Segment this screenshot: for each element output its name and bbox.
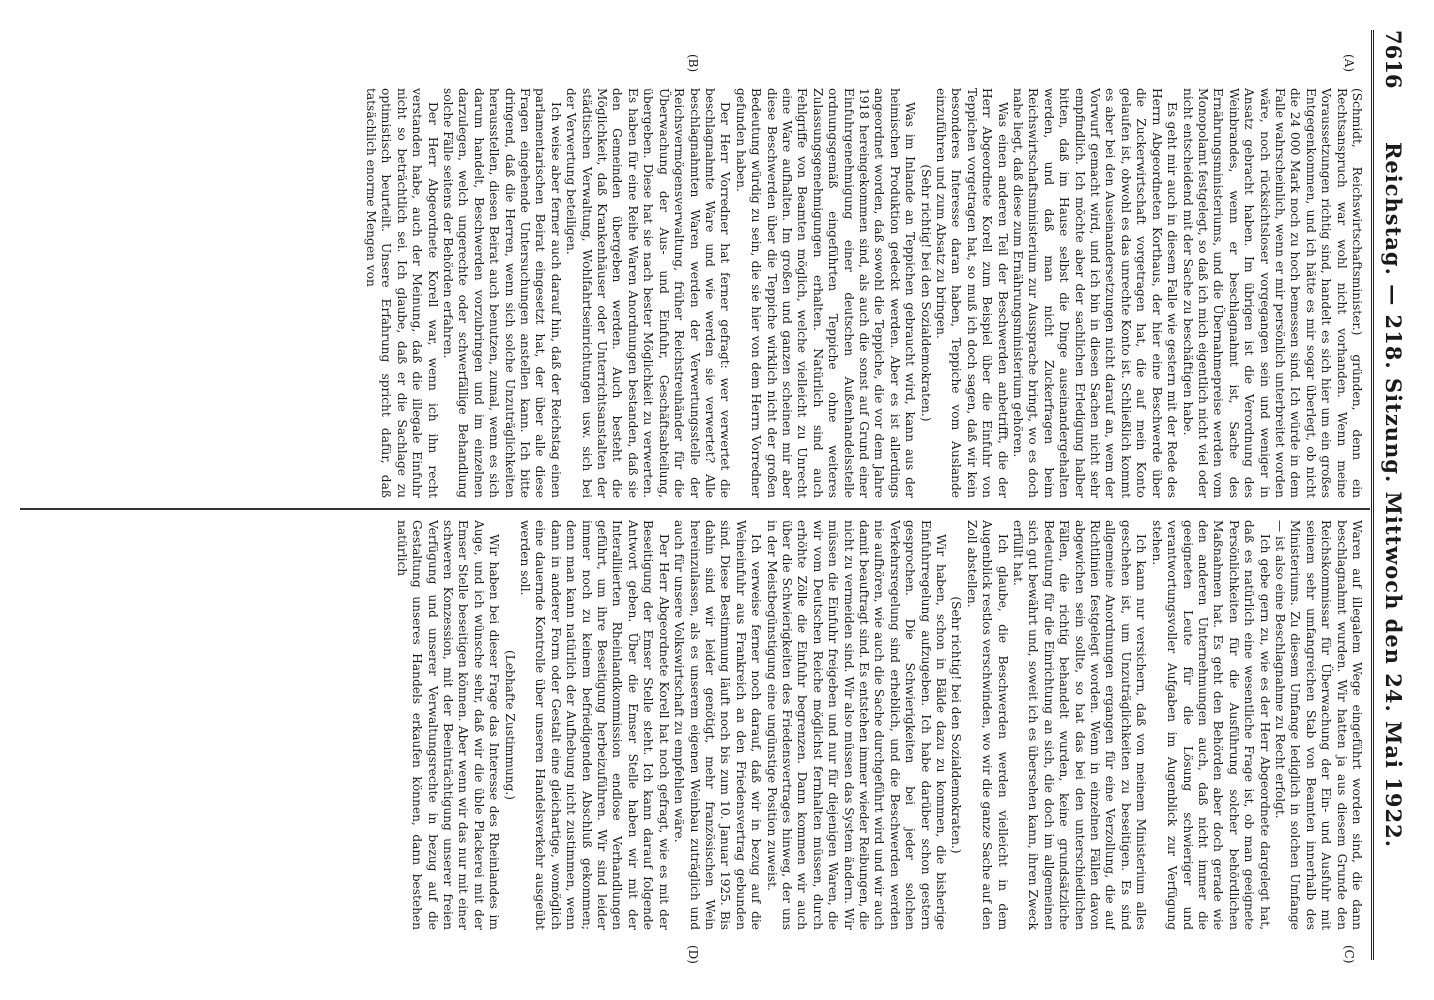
- page-title: Reichstag. — 218. Sitzung. Mittwoch den 24. Mai 1922.: [1381, 141, 1406, 849]
- page-number: 7616: [1381, 30, 1406, 89]
- paragraph: Was einen anderen Teil der Beschwerden anbetrifft, die der Herr Abgeordnete Korell zum Beispiel über die Einfuhr von Teppichen vorgetragen hat, so muß ich doch sagen, daß wir kein besonderes Interesse daran haben, Teppiche vom Auslande einzuführen und zum Absatz zu bringen.: [934, 88, 1010, 498]
- paragraph: Ich glaube, die Beschwerden werden vielleicht in dem Augenblick restlos verschwinden, wo wir die ganze Sache auf den Zoll abstellen.: [964, 520, 1010, 930]
- interjection: (Lebhafte Zustimmung.): [502, 649, 517, 801]
- margin-mark-d: (D): [686, 945, 700, 964]
- paragraph: Der Herr Vorredner hat ferner gefragt: wer verwertet die beschlagnahmte Ware und wie werden sie verwertet? Alle beschlagnahmten Waren werden der Verwertungsstelle der Reichsvermögensverwaltung, früher Reichstreuhänder für die Überwachung der Aus- und Einfuhr, Geschäftsabteilung, übergeben. Diese hat sie nach bester Möglichkeit zu verwerten. Es haben für eine Reihe Waren Anordnungen bestanden, daß sie den Gemeinden übergeben werden. Auch besteht die Möglichkeit, daß Krankenhäuser oder Unterrichtsanstalten der städtischen Verwaltung, Wohlfahrtseinrichtungen usw. sich bei der Verwertung beteiligen.: [564, 88, 733, 498]
- paragraph: Ich gebe gern zu, wie es der Herr Abgeordnete dargelegt hat, daß es natürlich eine wesentliche Frage ist, ob man geeignete Persönlichkeiten für die Ausführung solcher behördlichen Maßnahmen hat. Es geht den Behörden aber doch gerade wie den anderen Unternehmungen auch, daß nicht immer die geeigneten Leute für die Lösung schwieriger und verantwortungsvoller Aufgaben im Augenblick zur Verfügung stehen.: [1149, 520, 1272, 930]
- paragraph: Ich kann nur versichern, daß von meinem Ministerium alles geschehen ist, um Unzuträglichkeiten zu beseitigen. Es sind allgemeine Anordnungen ergangen für eine Verzollung, die auf Richtlinien festgelegt worden. Wenn in einzelnen Fällen davon abgewichen sein sollte, so hat das bei den unterschiedlichen Fällen, die richtig behandelt wurden, keine grundsätzliche Bedeutung für die Einrichtung an sich, die doch im allgemeinen sich gut bewährt und, soweit ich es übersehen kann, ihren Zweck erfüllt hat.: [1011, 520, 1149, 930]
- paragraph: Waren auf illegalem Wege eingeführt worden sind, die dann beschlagnahmt wurden. Wir hatten ja aus diesem Grunde den Reichskommissar für Überwachung der Ein- und Ausfuhr mit seinem sehr umfangreichen Stab von Beamten innerhalb des Ministeriums. Zu diesem Umfange lediglich in solchen Umfange — ist also eine Beschlagnahme zu Recht erfolgt.: [1272, 520, 1364, 930]
- paragraph: Es geht mir auch in diesem Falle wie gestern mit der Rede des Herrn Abgeordneten Korthaus, der hier eine Beschwerde über die Zuckerwirtschaft vorgetragen hat, die auf mein Konto gelaufen ist, obwohl es das unrechte Konto ist. Schließlich kommt es aber bei den Auseinandersetzungen nicht darauf an, wem der Vorwurf gemacht wird, und ich bin in diesen Sachen nicht sehr empfindlich. Ich möchte aber der sachlichen Erledigung halber bitten, daß im Hause selbst die Dinge auseinandergehalten werden, und daß man nicht Zuckerfragen beim Reichswirtschaftsministerium zur Aussprache bringt, wo es doch nahe liegt, daß diese zum Ernährungsministerium gehören.: [1011, 88, 1180, 498]
- header-rule: [1371, 30, 1374, 960]
- right-column: [14, 520, 1364, 930]
- page-header: [1378, 30, 1410, 960]
- margin-mark-b: (B): [686, 54, 700, 73]
- left-column: [14, 88, 1364, 498]
- margin-mark-a: (A): [1342, 54, 1356, 73]
- column-divider: [20, 508, 1370, 510]
- interjection: (Sehr richtig! bei den Sozialdemokraten.): [949, 596, 964, 854]
- paragraph: Ich weise aber ferner auch darauf hin, daß der Reichstag einen parlamentarischen Beirat eingesetzt hat, der über alle diese Fragen eingehende Untersuchungen anstellen kann. Ich bitte dringend, daß die Herren, wenn sich solche Unzuträglichkeiten herausstellen, diesen Beirat auch benutzen, zumal, wenn es sich darum handelt, Beschwerden vorzubringen und im einzelnen darzulegen, welch ungerechte oder schwerfällige Behandlung solche Fälle seitens der Behörden erfahren.: [441, 88, 563, 498]
- paragraph: Wir haben, schon in Bälde dazu zu kommen, die bisherige Einfuhrregelung aufzugeben. Ich habe darüber schon gestern gesprochen. Die Schwierigkeiten bei jeder solchen Verkehrsregelung sind erheblich, und die Beschwerden werden nie aufhören, wie auch die Sache durchgeführt wird und wir auch damit beauftragt sind. Es entstehen immer wieder Reibungen, die nicht zu vermeiden sind. Wir also müssen das System ändern. Wir müssen die Einfuhr freigeben und nur für diejenigen Waren, die wir vom Deutschen Reiche möglichst fernhalten müssen, durch erhöhte Zölle die Einfuhr begrenzen. Dann kommen wir auch über die Schwierigkeiten des Friedensvertrages hinweg, der uns in der Meistbegünstigung eine ungünstige Position zuweist.: [764, 520, 949, 930]
- paragraph: Wir haben bei dieser Frage das Interesse des Rheinlandes im Auge, und ich wünsche sehr, daß wir die üble Plackerei mit der Emser Stelle beseitigen können. Aber wenn wir das nur mit einer schweren Konzession, mit der Beeinträchtigung unserer freien Verfügung und unserer Verwaltungsrechte in bezug auf die Gestaltung unseres Handels erkaufen können, dann bestehen natürlich: [394, 520, 502, 930]
- interjection: (Sehr richtig! bei den Sozialdemokraten.): [918, 164, 933, 422]
- paragraph: Der Herr Abgeordnete Korell hat noch gefragt, wie es mit der Beseitigung der Emser Stelle steht. Ich kann darauf folgende Antwort geben. Über die Emser Stelle haben wir mit der Interalliierten Rheinlandkommission endlose Verhandlungen geführt, um ihre Beseitigung herbeizuführen. Wir sind leider immer noch zu keinem befriedigenden Abschluß gekommen; denn man kann natürlich der Aufhebung nicht zustimmen, wenn dann in anderer Form oder Gestalt eine gleichartige, womöglich eine dauernde Kontrolle über unseren Handelsverkehr ausgeübt werden soll.: [518, 520, 671, 930]
- margin-mark-c: (C): [1342, 945, 1356, 964]
- paragraph: Was im Inlande an Teppichen gebraucht wird, kann aus der heimischen Produktion gedeckt werden. Aber es ist allerdings angeordnet worden, daß sowohl die Teppiche, die vor dem Jahre 1918 hereingekommen sind, als auch die sonst auf Grund einer Einfuhrgenehmigung einer deutschen Außenhandelsstelle ordnungsgemäß eingeführten Teppiche ohne weiteres Zulassungsgenehmigungen erhalten. Natürlich sind auch Fehlgriffe von Beamten möglich, welche vielleicht zu Unrecht eine Ware aufhalten. Im großen und ganzen scheinen mir aber diese Beschwerden über die Teppiche wirklich nicht der großen Bedeutung würdig zu sein, die sie hier von dem Herrn Vorredner gefunden haben.: [733, 88, 918, 498]
- paragraph: (Schmidt, Reichswirtschaftsminister.) gründen, denn ein Rechtsanspruch war wohl nicht vorhanden. Wenn meine Voraussetzungen richtig sind, handelt es sich hier um ein großes Entgegenkommen, und ich hätte es mir sogar überlegt, ob nicht die 24 000 Mark noch zu hoch bemessen sind. Ich würde in dem Falle wahrscheinlich, wenn er mir persönlich unterbreitet worden wäre, noch rücksichtsloser vorgegangen sein und weniger in Ansatz gebracht haben. Im übrigen ist die Verordnung des Weinbrandes, wenn er beschlagnahmt ist, Sache des Ernährungsministeriums, und die Übernahmepreise werden vom Monopolamt festgelegt, so daß ich mich eigentlich nicht viel oder nicht entscheidend mit der Sache zu beschäftigen habe.: [1180, 88, 1364, 498]
- paragraph: Ich verweise ferner noch darauf, daß wir in bezug auf die Weineinfuhr aus Frankreich an den Friedensvertrag gebunden sind. Diese Bestimmung läuft noch bis zum 10. Januar 1925. Bis dahin sind wir leider genötigt, mehr französischen Wein hereinzulassen, als es unserem eigenen Weinbau zuträglich und auch für unsere Volkswirtschaft zu empfehlen wäre.: [672, 520, 764, 930]
- paragraph: Der Herr Abgeordnete Korell war, wenn ich ihn recht verstanden habe, auch der Meinung, daß die illegale Einfuhr nicht so beträchtlich sei. Ich glaube, daß er die Sachlage zu optimistisch beurteilt. Unsere Erfahrung spricht dafür, daß tatsächlich enorme Mengen von: [364, 88, 440, 498]
